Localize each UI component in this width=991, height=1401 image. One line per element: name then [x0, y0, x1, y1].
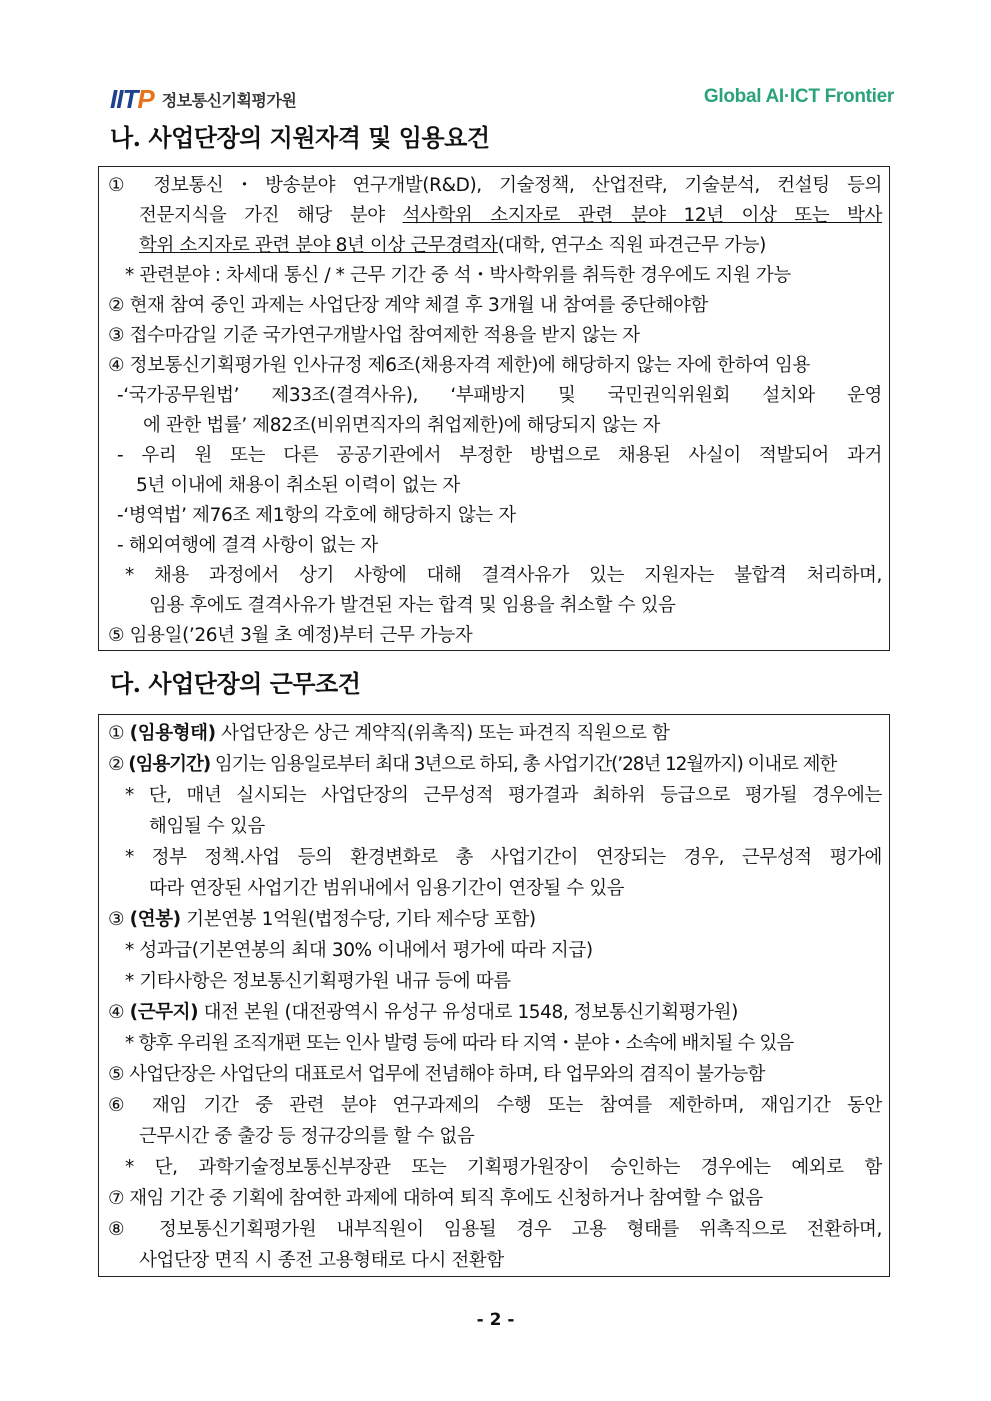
condition-note: * 기타사항은 정보통신기획평가원 내규 등에 따름 — [125, 971, 511, 992]
eligibility-note: * 채용 과정에서 상기 사항에 대해 결격사유가 있는 지원자는 불합격 처리하며, — [125, 565, 882, 586]
condition-line: ⑤ 사업단장은 사업단의 대표로서 업무에 전념해야 하며, 타 업무와의 겸직이 불가능함 — [108, 1064, 765, 1085]
eligibility-sub-line: - 해외여행에 결격 사항이 없는 자 — [117, 535, 378, 556]
condition-label: (연봉) — [129, 909, 181, 930]
condition-note: * 정부 정책.사업 등의 환경변화로 총 사업기간이 연장되는 경우, 근무성적 평가에 — [125, 847, 882, 868]
section-title-eligibility: 나. 사업단장의 지원자격 및 임용요건 — [110, 123, 490, 152]
eligibility-line: ② 현재 참여 중인 과제는 사업단장 계약 체결 후 3개월 내 참여를 중단해야함 — [108, 295, 708, 316]
eligibility-line: ③ 접수마감일 기준 국가연구개발사업 참여제한 적용을 받지 않는 자 — [108, 325, 640, 346]
eligibility-line: ① 정보통신・방송분야 연구개발(R&D), 기술정책, 산업전략, 기술분석, 컨설팅 등의 — [108, 175, 882, 196]
eligibility-box — [98, 166, 890, 651]
condition-line: ⑦ 재임 기간 중 기획에 참여한 과제에 대하여 퇴직 후에도 신청하거나 참여할 수 없음 — [108, 1188, 763, 1209]
condition-note: * 성과급(기본연봉의 최대 30% 이내에서 평가에 따라 지급) — [125, 940, 593, 961]
condition-note: 해임될 수 있음 — [149, 816, 265, 837]
condition-note: * 단, 과학기술정보통신부장관 또는 기획평가원장이 승인하는 경우에는 예외로 함 — [125, 1157, 882, 1178]
eligibility-line: ④ 정보통신기획평가원 인사규정 제6조(채용자격 제한)에 해당하지 않는 자에 한하여 임용 — [108, 355, 811, 376]
condition-label: (임용형태) — [129, 723, 216, 744]
condition-note: * 향후 우리원 조직개편 또는 인사 발령 등에 따라 타 지역・분야・소속에 배치될 수 있음 — [125, 1033, 794, 1054]
condition-note: * 단, 매년 실시되는 사업단장의 근무성적 평가결과 최하위 등급으로 평가될 경우에는 — [125, 785, 882, 806]
eligibility-line: 전문지식을 가진 해당 분야 석사학위 소지자로 관련 분야 12년 이상 또는 박사 — [139, 205, 882, 226]
eligibility-note: 임용 후에도 결격사유가 발견된 자는 합격 및 임용을 취소할 수 있음 — [149, 595, 676, 616]
eligibility-sub-line: 5년 이내에 채용이 취소된 이력이 없는 자 — [136, 475, 460, 496]
eligibility-sub-line: - 우리 원 또는 다른 공공기관에서 부정한 방법으로 채용된 사실이 적발되어 과거 — [117, 445, 882, 466]
condition-line: ⑥ 재임 기간 중 관련 분야 연구과제의 수행 또는 참여를 제한하며, 재임기간 동안 — [108, 1095, 882, 1116]
condition-label: (임용기간) — [128, 754, 211, 775]
eligibility-sub-line: -‘국가공무원법’ 제33조(결격사유), ‘부패방지 및 국민권익위원회 설치와 운영 — [117, 385, 882, 406]
condition-line: ② (임용기간) 임기는 임용일로부터 최대 3년으로 하되, 총 사업기간(’28년 12월까지) 이내로 제한 — [108, 754, 837, 775]
eligibility-sub-line: -‘병역법’ 제76조 제1항의 각호에 해당하지 않는 자 — [117, 505, 516, 526]
eligibility-note: * 관련분야 : 차세대 통신 / * 근무 기간 중 석・박사학위를 취득한 경우에도 지원 가능 — [125, 265, 791, 286]
condition-line: ⑧ 정보통신기획평가원 내부직원이 임용될 경우 고용 형태를 위촉직으로 전환하며, — [108, 1219, 882, 1240]
iitp-logo — [110, 84, 296, 115]
condition-line: 근무시간 중 출강 등 정규강의를 할 수 없음 — [139, 1126, 475, 1147]
slogan: Global AI·ICT Frontier — [703, 86, 894, 107]
section-title-conditions: 다. 사업단장의 근무조건 — [110, 669, 361, 698]
condition-line: ① (임용형태) 사업단장은 상근 계약직(위촉직) 또는 파견직 직원으로 함 — [108, 723, 670, 744]
underlined-requirement: 석사학위 소지자로 관련 분야 12년 이상 또는 박사 — [402, 205, 882, 226]
eligibility-line: ⑤ 임용일(’26년 3월 초 예정)부터 근무 가능자 — [108, 625, 473, 646]
condition-note: 따라 연장된 사업기간 범위내에서 임용기간이 연장될 수 있음 — [149, 878, 625, 899]
page-number: - 2 - — [476, 1310, 515, 1330]
condition-line: 사업단장 면직 시 종전 고용형태로 다시 전환함 — [139, 1250, 504, 1271]
condition-label: (근무지) — [129, 1002, 199, 1023]
eligibility-sub-line: 에 관한 법률’ 제82조(비위면직자의 취업제한)에 해당되지 않는 자 — [143, 415, 660, 436]
underlined-requirement: 학위 소지자로 관련 분야 8년 이상 근무경력자 — [139, 235, 498, 256]
eligibility-line: 학위 소지자로 관련 분야 8년 이상 근무경력자(대학, 연구소 직원 파견근무 가능) — [139, 235, 766, 256]
conditions-box — [98, 714, 890, 1277]
logo-org-name: 정보통신기획평가원 — [161, 91, 297, 110]
page-header — [0, 0, 991, 114]
condition-line: ④ (근무지) 대전 본원 (대전광역시 유성구 유성대로 1548, 정보통신기획평가원) — [108, 1002, 738, 1023]
logo-mark: IITP — [110, 84, 154, 114]
condition-line: ③ (연봉) 기본연봉 1억원(법정수당, 기타 제수당 포함) — [108, 909, 536, 930]
